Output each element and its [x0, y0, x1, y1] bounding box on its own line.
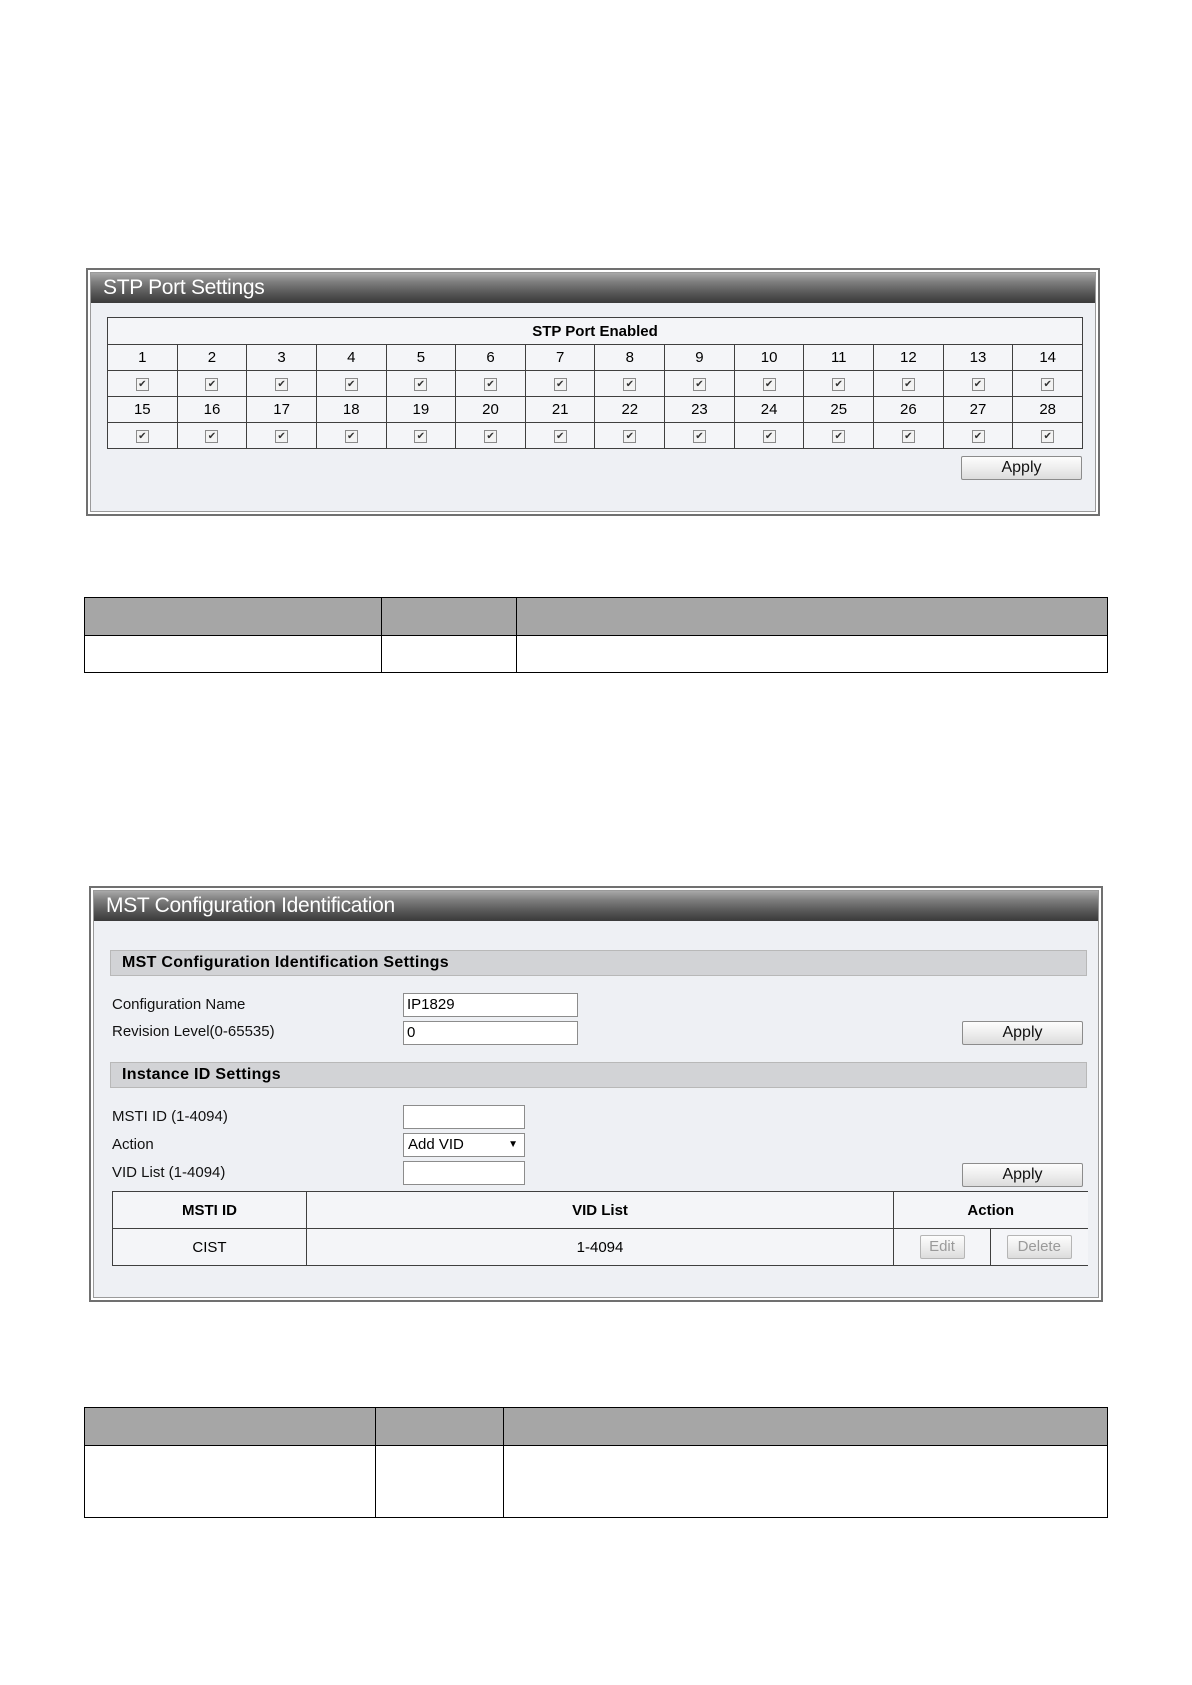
stp-port-enabled-checkbox[interactable]: ✔ — [902, 430, 915, 443]
vid-list-column-header: VID List — [307, 1192, 894, 1229]
stp-port-enabled-cell — [456, 371, 526, 397]
doc-table-1-header-cell — [382, 598, 517, 636]
stp-port-enabled-header: STP Port Enabled — [108, 318, 1083, 345]
doc-table-2-cell — [504, 1446, 1108, 1518]
action-select[interactable] — [403, 1133, 525, 1157]
stp-port-enabled-cell — [108, 423, 178, 449]
stp-port-enabled-cell — [386, 371, 456, 397]
stp-port-number-row — [108, 345, 1083, 371]
stp-port-number: 22 — [595, 397, 665, 423]
doc-table-2-header-row — [85, 1408, 1108, 1446]
stp-port-number: 23 — [665, 397, 735, 423]
stp-port-enabled-checkbox[interactable]: ✔ — [205, 430, 218, 443]
msti-id-label: MSTI ID (1-4094) — [112, 1108, 228, 1125]
stp-port-number: 3 — [247, 345, 317, 371]
stp-port-number: 28 — [1013, 397, 1083, 423]
stp-port-enabled-cell — [804, 423, 874, 449]
stp-panel-title: STP Port Settings — [91, 273, 1095, 303]
stp-port-enabled-cell — [1013, 423, 1083, 449]
stp-port-enabled-checkbox[interactable]: ✔ — [484, 430, 497, 443]
doc-table-1-cell — [85, 636, 382, 673]
stp-port-number: 24 — [734, 397, 804, 423]
msti-table-row — [113, 1229, 1088, 1266]
stp-port-enabled-checkbox[interactable]: ✔ — [832, 378, 845, 391]
stp-port-enabled-cell — [1013, 371, 1083, 397]
stp-port-enabled-cell — [247, 371, 317, 397]
stp-port-enabled-checkbox[interactable]: ✔ — [414, 430, 427, 443]
edit-button[interactable]: Edit — [920, 1235, 965, 1259]
stp-port-enabled-cell — [665, 371, 735, 397]
stp-port-enabled-checkbox[interactable]: ✔ — [972, 430, 985, 443]
stp-port-number: 25 — [804, 397, 874, 423]
stp-port-number: 2 — [177, 345, 247, 371]
stp-port-enabled-checkbox[interactable]: ✔ — [554, 378, 567, 391]
stp-port-enabled-checkbox[interactable]: ✔ — [1041, 430, 1054, 443]
stp-port-number: 26 — [874, 397, 944, 423]
stp-port-enabled-cell — [874, 371, 944, 397]
stp-port-enabled-cell — [456, 423, 526, 449]
vid-list-cell: 1-4094 — [307, 1229, 894, 1266]
stp-port-number: 5 — [386, 345, 456, 371]
stp-port-enabled-cell — [386, 423, 456, 449]
stp-port-enabled-cell — [943, 423, 1013, 449]
stp-port-enabled-checkbox[interactable]: ✔ — [693, 430, 706, 443]
stp-port-number: 6 — [456, 345, 526, 371]
action-label: Action — [112, 1136, 154, 1153]
stp-port-enabled-cell — [316, 371, 386, 397]
stp-port-enabled-checkbox[interactable]: ✔ — [623, 430, 636, 443]
doc-table-2-header-cell — [85, 1408, 376, 1446]
stp-port-enabled-checkbox[interactable]: ✔ — [275, 430, 288, 443]
stp-port-enabled-cell — [316, 423, 386, 449]
edit-cell — [894, 1229, 991, 1266]
stp-port-enabled-checkbox[interactable]: ✔ — [136, 430, 149, 443]
mst-panel-title: MST Configuration Identification — [94, 891, 1098, 921]
stp-port-enabled-checkbox[interactable]: ✔ — [484, 378, 497, 391]
doc-table-2-cell — [376, 1446, 504, 1518]
stp-port-enabled-cell — [108, 371, 178, 397]
stp-port-number: 7 — [525, 345, 595, 371]
stp-port-number: 18 — [316, 397, 386, 423]
mst-panel-body — [93, 890, 1099, 1298]
vid-list-input[interactable] — [403, 1161, 525, 1185]
doc-table-1-header-row — [85, 598, 1108, 636]
stp-port-number: 15 — [108, 397, 178, 423]
stp-port-number: 11 — [804, 345, 874, 371]
stp-port-enabled-checkbox[interactable]: ✔ — [902, 378, 915, 391]
mst-config-apply-button[interactable]: Apply — [962, 1021, 1083, 1045]
stp-port-number: 13 — [943, 345, 1013, 371]
action-select-value: Add VID — [408, 1136, 464, 1153]
delete-cell — [991, 1229, 1088, 1266]
doc-table-1-header-cell — [85, 598, 382, 636]
stp-port-number: 1 — [108, 345, 178, 371]
vid-list-label: VID List (1-4094) — [112, 1164, 226, 1181]
stp-port-enabled-cell — [804, 371, 874, 397]
revision-level-input[interactable]: 0 — [403, 1021, 578, 1045]
doc-table-1 — [84, 597, 1108, 673]
stp-port-enabled-cell — [665, 423, 735, 449]
configuration-name-label: Configuration Name — [112, 996, 246, 1013]
stp-port-enabled-cell — [595, 423, 665, 449]
stp-port-enabled-checkbox[interactable]: ✔ — [414, 378, 427, 391]
stp-port-number: 4 — [316, 345, 386, 371]
stp-port-enabled-cell — [734, 423, 804, 449]
stp-port-enabled-checkbox[interactable]: ✔ — [623, 378, 636, 391]
doc-table-2-header-cell — [376, 1408, 504, 1446]
action-column-header: Action — [894, 1192, 1088, 1229]
stp-port-number: 9 — [665, 345, 735, 371]
doc-table-1-header-cell — [517, 598, 1108, 636]
stp-port-enabled-checkbox[interactable]: ✔ — [345, 378, 358, 391]
stp-port-enabled-checkbox[interactable]: ✔ — [832, 430, 845, 443]
stp-port-enabled-cell — [177, 371, 247, 397]
mst-config-panel — [89, 886, 1103, 1302]
delete-button[interactable]: Delete — [1007, 1235, 1072, 1259]
doc-table-1-cell — [382, 636, 517, 673]
stp-port-number: 17 — [247, 397, 317, 423]
stp-port-number: 14 — [1013, 345, 1083, 371]
stp-port-enabled-cell — [247, 423, 317, 449]
stp-port-enabled-checkbox[interactable]: ✔ — [136, 378, 149, 391]
stp-port-enabled-checkbox[interactable]: ✔ — [763, 430, 776, 443]
dropdown-arrow-icon: ▼ — [508, 1139, 518, 1150]
doc-table-2-cell — [85, 1446, 376, 1518]
stp-port-enabled-cell — [595, 371, 665, 397]
stp-port-checkbox-row — [108, 371, 1083, 397]
doc-table-1-cell — [517, 636, 1108, 673]
doc-table-2 — [84, 1407, 1108, 1518]
stp-port-number: 20 — [456, 397, 526, 423]
stp-port-table — [107, 317, 1083, 449]
stp-port-enabled-checkbox[interactable]: ✔ — [554, 430, 567, 443]
stp-port-enabled-checkbox[interactable]: ✔ — [693, 378, 706, 391]
stp-port-number-row — [108, 397, 1083, 423]
msti-table-header-row — [113, 1192, 1088, 1229]
msti-id-input[interactable] — [403, 1105, 525, 1129]
msti-table — [112, 1191, 1088, 1266]
stp-port-settings-panel — [86, 268, 1100, 516]
msti-id-column-header: MSTI ID — [113, 1192, 307, 1229]
stp-port-checkbox-row — [108, 423, 1083, 449]
stp-port-enabled-checkbox[interactable]: ✔ — [972, 378, 985, 391]
instance-id-settings-section: Instance ID Settings — [110, 1062, 1087, 1088]
stp-port-enabled-checkbox[interactable]: ✔ — [1041, 378, 1054, 391]
stp-port-number: 12 — [874, 345, 944, 371]
instance-apply-button[interactable]: Apply — [962, 1163, 1083, 1187]
stp-panel-body — [90, 272, 1096, 512]
stp-port-number: 8 — [595, 345, 665, 371]
stp-port-enabled-checkbox[interactable]: ✔ — [205, 378, 218, 391]
doc-table-1-row — [85, 636, 1108, 673]
stp-port-number: 10 — [734, 345, 804, 371]
stp-port-enabled-checkbox[interactable]: ✔ — [345, 430, 358, 443]
stp-port-enabled-checkbox[interactable]: ✔ — [275, 378, 288, 391]
msti-id-cell: CIST — [113, 1229, 307, 1266]
stp-port-number: 27 — [943, 397, 1013, 423]
revision-level-label: Revision Level(0-65535) — [112, 1023, 275, 1040]
doc-table-2-header-cell — [504, 1408, 1108, 1446]
stp-port-number: 21 — [525, 397, 595, 423]
stp-port-enabled-cell — [525, 371, 595, 397]
stp-port-enabled-cell — [874, 423, 944, 449]
stp-port-number: 19 — [386, 397, 456, 423]
stp-port-number: 16 — [177, 397, 247, 423]
mst-config-settings-section: MST Configuration Identification Settings — [110, 950, 1087, 976]
stp-port-enabled-cell — [525, 423, 595, 449]
stp-port-enabled-cell — [177, 423, 247, 449]
stp-port-enabled-checkbox[interactable]: ✔ — [763, 378, 776, 391]
doc-table-2-row — [85, 1446, 1108, 1518]
stp-apply-button[interactable]: Apply — [961, 456, 1082, 480]
stp-port-enabled-cell — [734, 371, 804, 397]
configuration-name-input[interactable]: IP1829 — [403, 993, 578, 1017]
stp-port-enabled-cell — [943, 371, 1013, 397]
